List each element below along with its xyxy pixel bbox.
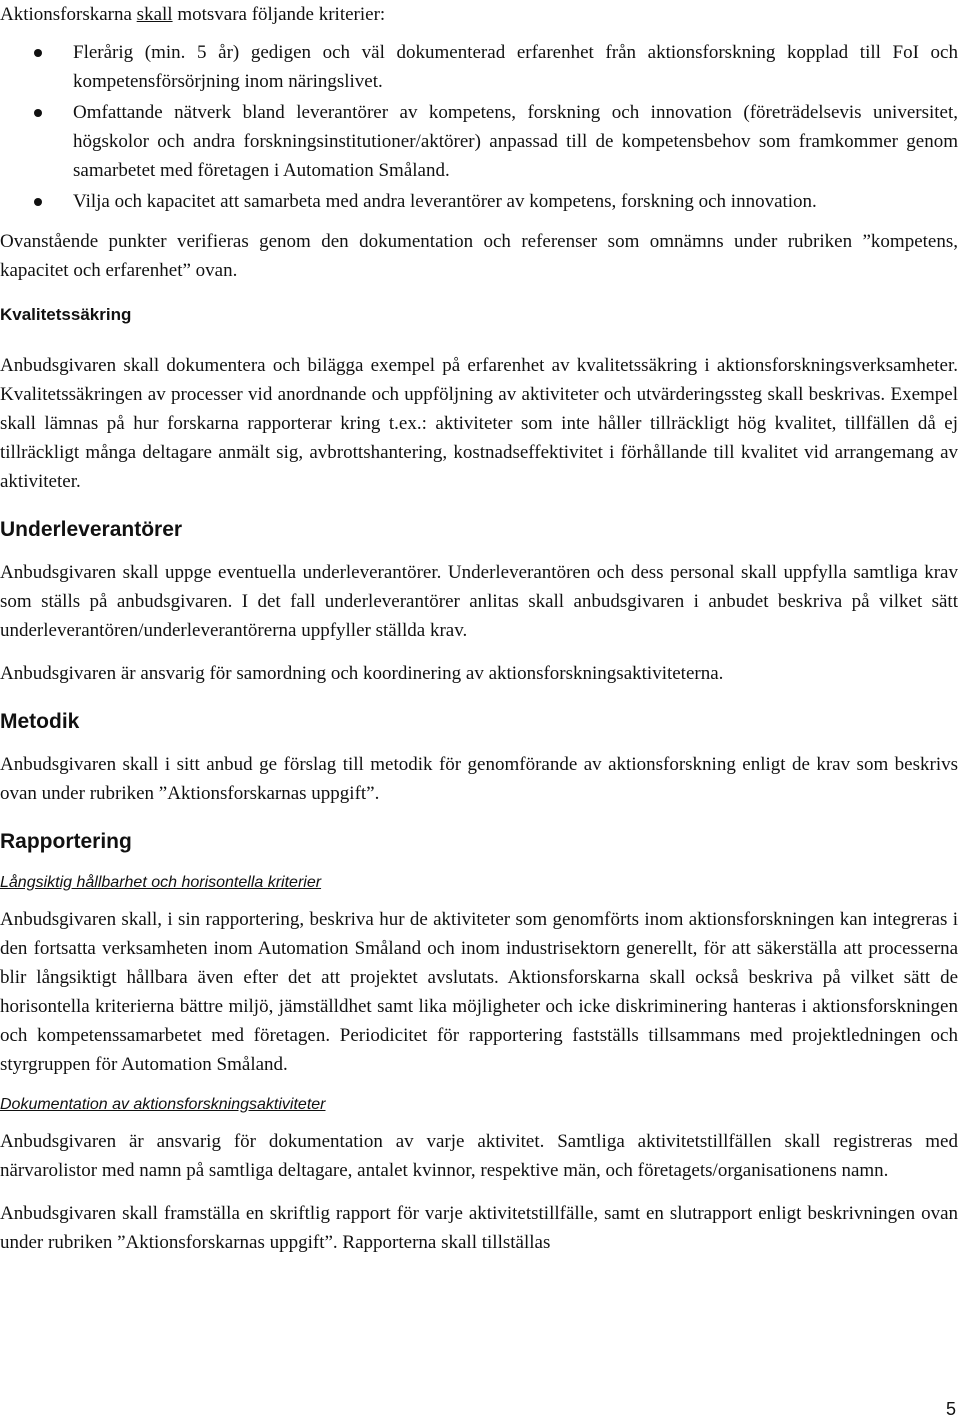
dokumentation-paragraph: Anbudsgivaren skall framställa en skriftlig rapport för varje aktivitetstillfälle, samt en slutrapport enligt beskrivningen ovan under rubriken ”Aktionsforskarnas uppgift”. Rapporterna skall tillställas xyxy=(0,1203,958,1253)
verification-paragraph: Ovanstående punkter verifieras genom den dokumentation och referenser som omnämns under rubriken ”kompetens, kapacitet och erfarenhet” ovan. xyxy=(0,231,958,281)
criteria-item-text: Omfattande nätverk bland leverantörer av kompetens, forskning och innovation (företrädelsevis universitet, högskolor och andra forskningsinstitutioner/aktörer) anpassad till de kompetensbehov som framkommer genom samarbetet med företagen i Automation Småland. xyxy=(73,102,958,181)
kvalitet-paragraph: Anbudsgivaren skall dokumentera och bilägga exempel på erfarenhet av kvalitetssäkring i aktionsforskningsverksamheter. Kvalitetssäkringen av processer vid anordnande och uppföljning av aktiviteter och utvärderingssteg skall beskrivas. Exempel skall lämnas på hur forskarna rapporterar kring t.ex.: aktiviteter som inte håller tillräckligt hög kvalitet, tillfällen då ej tillräckligt många deltagare anmält sig, avbrottshantering, kostnadseffektivitet i förhållande till kvalitet vid arrangemang av aktiviteter. xyxy=(0,355,958,492)
bullet-icon xyxy=(34,198,42,206)
criteria-intro xyxy=(0,0,958,29)
criteria-list xyxy=(0,38,958,216)
intro-text-end: motsvara följande kriterier: xyxy=(172,4,386,25)
intro-underlined-word: skall xyxy=(136,4,173,25)
heading-kvalitetssakring: Kvalitetssäkring xyxy=(0,305,132,324)
hallbarhet-paragraph: Anbudsgivaren skall, i sin rapportering, beskriva hur de aktiviteter som genomförts inom aktionsforskningen kan integreras i den fortsatta verksamheten inom Automation Småland och inom industrisektorn generellt, för att säkerställa att processerna blir långsiktigt hållbara även efter det att projektet avslutats. Aktionsforskarna skall också beskriva på vilket sätt de horisontella kriterierna bättre miljö, jämställdhet samt lika möjligheter och icke diskriminering hanteras i aktionsforskningen och kompetenssamarbetet med företagen. Periodicitet för rapportering fastställs tillsammans med projektledningen och styrgruppen för Automation Småland. xyxy=(0,909,958,1075)
underleverantorer-paragraph: Anbudsgivaren skall uppge eventuella underleverantörer. Underleverantören och dess personal skall uppfylla samtliga krav som ställs på anbudsgivaren. I det fall underleverantörer anlitas skall anbudsgivaren i anbudet beskriva på vilket sätt underleverantören/underleverantörerna uppfyller ställda krav. xyxy=(0,562,958,641)
intro-text-start: Aktionsforskarna xyxy=(0,4,137,25)
page-number: 5 xyxy=(945,1399,956,1419)
subheading-dokumentation: Dokumentation av aktionsforskningsaktiviteter xyxy=(0,1096,326,1113)
underleverantorer-paragraph: Anbudsgivaren är ansvarig för samordning och koordinering av aktionsforskningsaktiviteterna. xyxy=(0,663,724,684)
subheading-hallbarhet: Långsiktig hållbarhet och horisontella kriterier xyxy=(0,874,322,891)
bullet-icon xyxy=(34,109,42,117)
dokumentation-paragraph: Anbudsgivaren är ansvarig för dokumentation av varje aktivitet. Samtliga aktivitetstillfällen skall registreras med närvarolistor med namn på samtliga deltagare, antalet kvinnor, respektive män, och företagets/organisationens namn. xyxy=(0,1131,958,1181)
criteria-item xyxy=(0,187,958,216)
metodik-paragraph: Anbudsgivaren skall i sitt anbud ge förslag till metodik för genomförande av aktionsforskning enligt de krav som beskrivs ovan under rubriken ”Aktionsforskarnas uppgift”. xyxy=(0,754,958,804)
criteria-item-text: Vilja och kapacitet att samarbeta med andra leverantörer av kompetens, forskning och innovation. xyxy=(73,191,817,212)
heading-rapportering: Rapportering xyxy=(0,830,132,853)
heading-underleverantorer: Underleverantörer xyxy=(0,518,183,541)
heading-metodik: Metodik xyxy=(0,710,80,733)
criteria-item-text: Flerårig (min. 5 år) gedigen och väl dokumenterad erfarenhet från aktionsforskning kopplad till FoI och kompetensförsörjning inom näringslivet. xyxy=(73,42,958,92)
criteria-item xyxy=(0,98,958,185)
bullet-icon xyxy=(34,49,42,57)
criteria-item xyxy=(0,38,958,96)
